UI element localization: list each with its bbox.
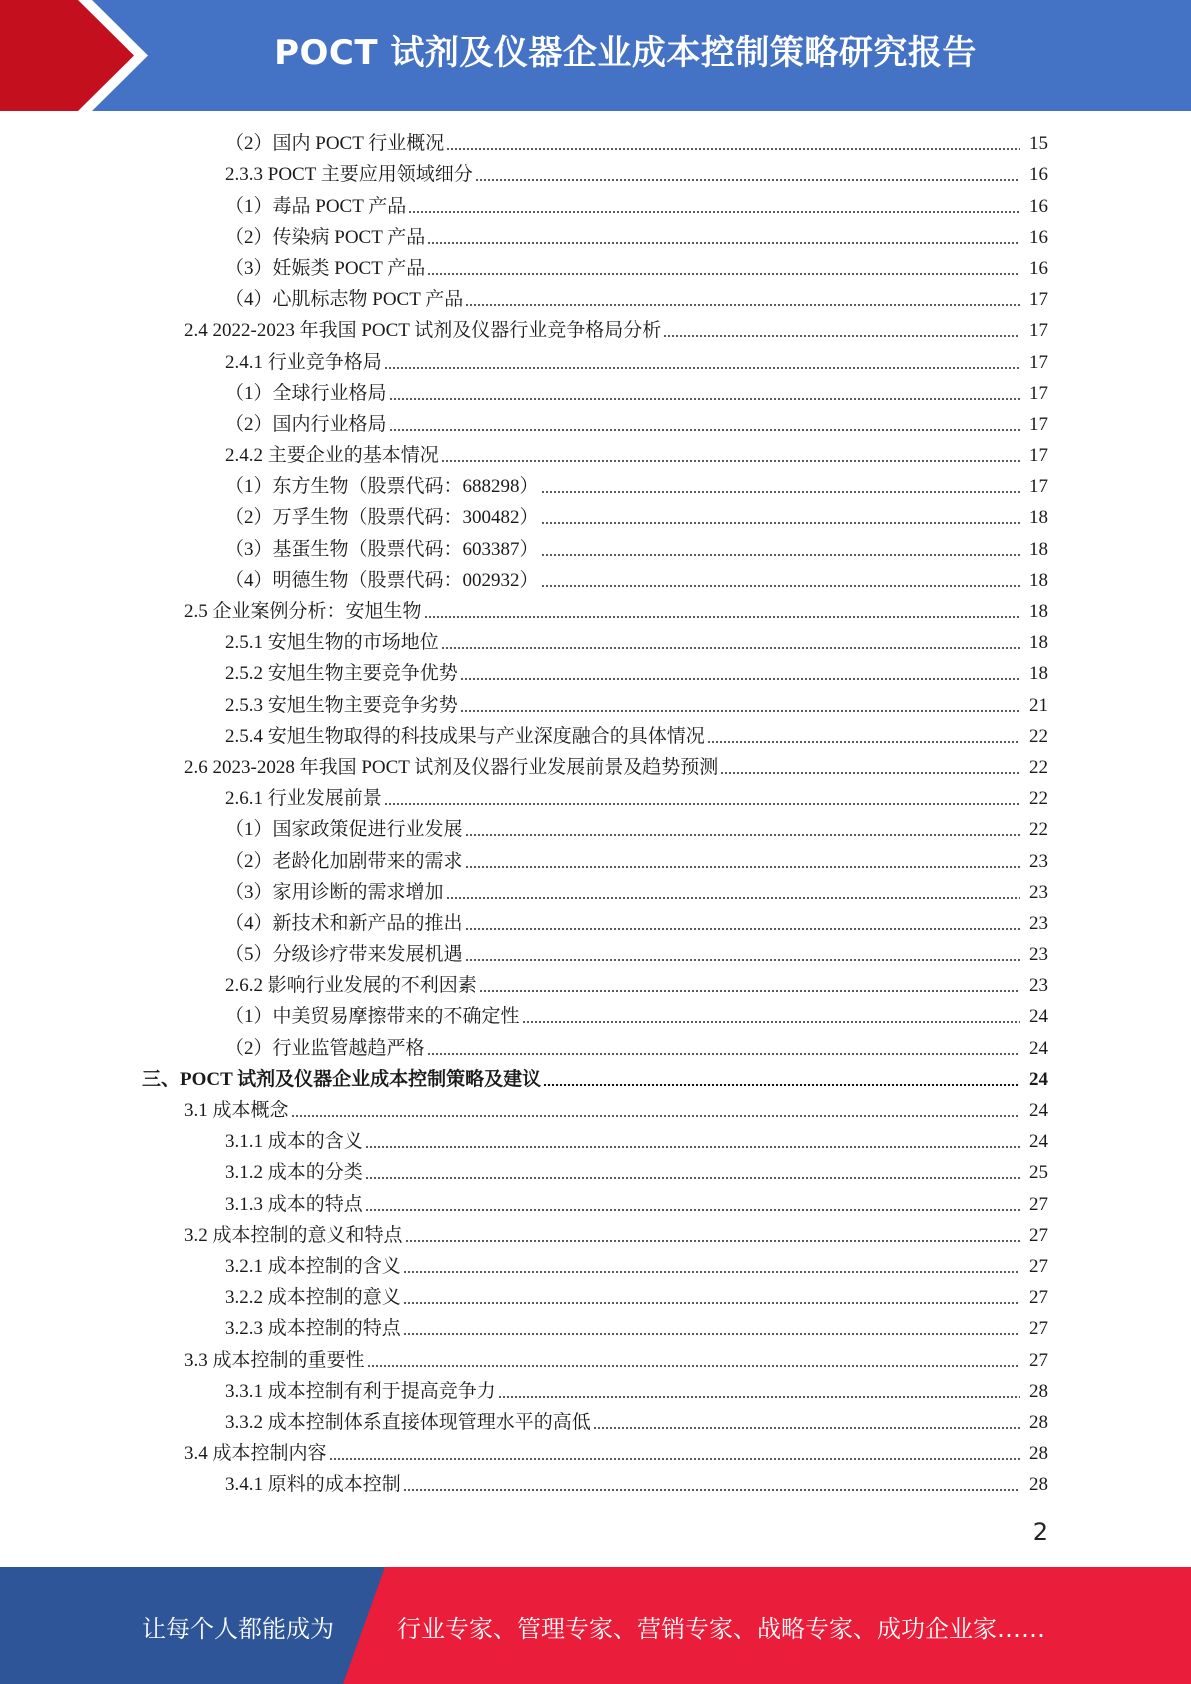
toc-entry-title: 2.4.1 行业竞争格局 bbox=[225, 351, 382, 373]
toc-entry-title: 2.6 2023-2028 年我国 POCT 试剂及仪器行业发展前景及趋势预测 bbox=[184, 756, 719, 778]
toc-entry[interactable] bbox=[0, 1031, 1191, 1062]
toc-entry-title: 2.5.3 安旭生物主要竞争劣势 bbox=[225, 694, 458, 716]
toc-entry-title: 3.2 成本控制的意义和特点 bbox=[184, 1224, 403, 1246]
toc-entry-page: 23 bbox=[1029, 850, 1048, 872]
toc-dot-leader bbox=[541, 554, 1020, 556]
toc-entry-page: 25 bbox=[1029, 1162, 1048, 1184]
toc-entry[interactable] bbox=[0, 1156, 1191, 1187]
toc-entry-title: （5）分级诊疗带来发展机遇 bbox=[225, 944, 463, 966]
toc-entry[interactable] bbox=[0, 1063, 1191, 1094]
toc-entry[interactable] bbox=[0, 782, 1191, 813]
toc-entry-page: 28 bbox=[1029, 1411, 1048, 1433]
toc-dot-leader bbox=[465, 928, 1020, 930]
toc-dot-leader bbox=[446, 148, 1020, 150]
toc-entry-page: 16 bbox=[1029, 195, 1048, 217]
toc-dot-leader bbox=[365, 1177, 1020, 1179]
toc-entry[interactable] bbox=[0, 377, 1191, 408]
toc-entry-page: 21 bbox=[1029, 694, 1048, 716]
toc-dot-leader bbox=[522, 1021, 1020, 1023]
toc-dot-leader bbox=[367, 1365, 1020, 1367]
table-of-contents bbox=[0, 127, 1191, 1499]
toc-entry-page: 27 bbox=[1029, 1349, 1048, 1371]
toc-dot-leader bbox=[403, 1271, 1020, 1273]
toc-entry-title: 3.4 成本控制内容 bbox=[184, 1443, 327, 1465]
toc-dot-leader bbox=[384, 803, 1020, 805]
toc-entry-title: 3.3 成本控制的重要性 bbox=[184, 1349, 365, 1371]
toc-entry[interactable] bbox=[0, 1406, 1191, 1437]
toc-entry[interactable] bbox=[0, 907, 1191, 938]
toc-dot-leader bbox=[465, 834, 1020, 836]
toc-dot-leader bbox=[365, 1209, 1020, 1211]
toc-entry-page: 17 bbox=[1029, 445, 1048, 467]
toc-entry-page: 17 bbox=[1029, 476, 1048, 498]
toc-dot-leader bbox=[291, 1115, 1020, 1117]
toc-entry-title: 2.5.2 安旭生物主要竞争优势 bbox=[225, 663, 458, 685]
toc-entry-title: （1）毒品 POCT 产品 bbox=[225, 195, 407, 217]
toc-entry-page: 27 bbox=[1029, 1224, 1048, 1246]
toc-entry-page: 18 bbox=[1029, 601, 1048, 622]
toc-dot-leader bbox=[408, 211, 1020, 213]
toc-entry-page: 18 bbox=[1029, 569, 1048, 591]
toc-entry-page: 28 bbox=[1029, 1443, 1048, 1465]
toc-entry-title: （3）家用诊断的需求增加 bbox=[225, 881, 444, 903]
toc-entry[interactable] bbox=[0, 1250, 1191, 1281]
toc-entry[interactable] bbox=[0, 1219, 1191, 1250]
toc-entry[interactable] bbox=[0, 657, 1191, 688]
toc-dot-leader bbox=[475, 179, 1020, 181]
toc-dot-leader bbox=[460, 710, 1020, 712]
toc-entry-title: 2.3.3 POCT 主要应用领域细分 bbox=[225, 164, 473, 186]
toc-entry-title: 2.5 企业案例分析：安旭生物 bbox=[184, 601, 422, 622]
toc-dot-leader bbox=[427, 1053, 1020, 1055]
toc-entry-title: 3.1 成本概念 bbox=[184, 1100, 289, 1121]
toc-entry-page: 22 bbox=[1029, 756, 1048, 778]
toc-dot-leader bbox=[663, 335, 1020, 337]
toc-entry-title: （1）中美贸易摩擦带来的不确定性 bbox=[225, 1006, 520, 1028]
toc-entry-page: 23 bbox=[1029, 975, 1048, 997]
toc-dot-leader bbox=[498, 1396, 1020, 1398]
toc-entry-page: 24 bbox=[1029, 1068, 1048, 1090]
toc-entry[interactable] bbox=[0, 1468, 1191, 1499]
toc-dot-leader bbox=[389, 398, 1020, 400]
toc-dot-leader bbox=[541, 491, 1020, 493]
toc-entry-page: 22 bbox=[1029, 725, 1048, 747]
toc-entry-title: （3）基蛋生物（股票代码：603387） bbox=[225, 538, 539, 560]
toc-entry[interactable] bbox=[0, 1000, 1191, 1031]
toc-entry[interactable] bbox=[0, 1187, 1191, 1218]
toc-entry-page: 23 bbox=[1029, 881, 1048, 903]
toc-entry[interactable] bbox=[0, 876, 1191, 907]
toc-entry-title: （1）全球行业格局 bbox=[225, 382, 387, 404]
toc-entry-page: 27 bbox=[1029, 1193, 1048, 1215]
toc-dot-leader bbox=[465, 959, 1020, 961]
toc-dot-leader bbox=[365, 1146, 1020, 1148]
toc-entry[interactable] bbox=[0, 1375, 1191, 1406]
toc-dot-leader bbox=[403, 1302, 1020, 1304]
toc-entry-title: （4）心肌标志物 POCT 产品 bbox=[225, 289, 464, 311]
toc-dot-leader bbox=[465, 866, 1020, 868]
toc-entry[interactable] bbox=[0, 158, 1191, 189]
report-title: POCT 试剂及仪器企业成本控制策略研究报告 bbox=[274, 33, 977, 73]
toc-entry-title: 2.4 2022-2023 年我国 POCT 试剂及仪器行业竞争格局分析 bbox=[184, 320, 662, 342]
toc-entry-title: 2.6.2 影响行业发展的不利因素 bbox=[225, 975, 477, 997]
toc-dot-leader bbox=[384, 367, 1020, 369]
toc-entry[interactable] bbox=[0, 938, 1191, 969]
toc-entry-title: 3.2.3 成本控制的特点 bbox=[225, 1318, 401, 1340]
toc-entry-page: 16 bbox=[1029, 226, 1048, 248]
toc-entry[interactable] bbox=[0, 314, 1191, 345]
toc-entry-page: 27 bbox=[1029, 1318, 1048, 1340]
toc-dot-leader bbox=[446, 897, 1020, 899]
toc-dot-leader bbox=[403, 1333, 1020, 1335]
toc-entry-page: 22 bbox=[1029, 819, 1048, 841]
toc-entry[interactable] bbox=[0, 408, 1191, 439]
toc-entry[interactable] bbox=[0, 751, 1191, 782]
toc-entry-title: （2）老龄化加剧带来的需求 bbox=[225, 850, 463, 872]
toc-entry[interactable] bbox=[0, 252, 1191, 283]
toc-dot-leader bbox=[479, 990, 1020, 992]
toc-entry-page: 18 bbox=[1029, 663, 1048, 685]
toc-entry-title: （4）新技术和新产品的推出 bbox=[225, 912, 463, 934]
toc-entry-title: 3.2.2 成本控制的意义 bbox=[225, 1287, 401, 1309]
toc-entry-title: （1）东方生物（股票代码：688298） bbox=[225, 476, 539, 498]
toc-entry-page: 28 bbox=[1029, 1380, 1048, 1402]
toc-dot-leader bbox=[441, 460, 1020, 462]
toc-entry-title: 3.1.2 成本的分类 bbox=[225, 1162, 363, 1184]
footer-slogan-right: 行业专家、管理专家、营销专家、战略专家、成功企业家…… bbox=[397, 1615, 1045, 1643]
toc-entry[interactable] bbox=[0, 969, 1191, 1000]
toc-entry-page: 23 bbox=[1029, 944, 1048, 966]
toc-dot-leader bbox=[329, 1458, 1020, 1460]
toc-dot-leader bbox=[543, 1084, 1020, 1086]
toc-entry[interactable] bbox=[0, 221, 1191, 252]
toc-dot-leader bbox=[403, 1489, 1020, 1491]
toc-dot-leader bbox=[541, 522, 1020, 524]
toc-entry-page: 17 bbox=[1029, 413, 1048, 435]
toc-entry-page: 17 bbox=[1029, 289, 1048, 311]
toc-entry-title: 2.4.2 主要企业的基本情况 bbox=[225, 445, 439, 467]
toc-entry[interactable] bbox=[0, 501, 1191, 532]
toc-dot-leader bbox=[441, 647, 1020, 649]
page-footer bbox=[0, 1567, 1191, 1684]
toc-entry-page: 17 bbox=[1029, 351, 1048, 373]
toc-entry[interactable] bbox=[0, 439, 1191, 470]
toc-entry[interactable] bbox=[0, 127, 1191, 158]
toc-entry-title: （1）国家政策促进行业发展 bbox=[225, 819, 463, 841]
toc-dot-leader bbox=[465, 304, 1020, 306]
toc-dot-leader bbox=[460, 678, 1020, 680]
footer-slogan-left: 让每个人都能成为 bbox=[142, 1615, 334, 1643]
toc-entry-page: 17 bbox=[1029, 382, 1048, 404]
toc-entry[interactable] bbox=[0, 720, 1191, 751]
toc-entry-page: 18 bbox=[1029, 632, 1048, 654]
toc-dot-leader bbox=[427, 273, 1020, 275]
toc-entry[interactable] bbox=[0, 189, 1191, 220]
toc-entry-title: （2）行业监管越趋严格 bbox=[225, 1037, 425, 1059]
toc-entry-title: （2）国内行业格局 bbox=[225, 413, 387, 435]
toc-entry-page: 16 bbox=[1029, 257, 1048, 279]
toc-dot-leader bbox=[424, 616, 1020, 618]
toc-entry[interactable] bbox=[0, 1281, 1191, 1312]
toc-entry-title: （3）妊娠类 POCT 产品 bbox=[225, 257, 426, 279]
toc-entry-title: 3.4.1 原料的成本控制 bbox=[225, 1474, 401, 1496]
toc-entry-page: 24 bbox=[1029, 1037, 1048, 1059]
toc-entry-page: 24 bbox=[1029, 1100, 1048, 1121]
toc-entry-page: 18 bbox=[1029, 507, 1048, 529]
toc-entry-page: 27 bbox=[1029, 1287, 1048, 1309]
toc-entry-title: 三、POCT 试剂及仪器企业成本控制策略及建议 bbox=[142, 1068, 542, 1090]
toc-entry-title: 2.5.4 安旭生物取得的科技成果与产业深度融合的具体情况 bbox=[225, 725, 705, 747]
toc-entry-page: 16 bbox=[1029, 164, 1048, 186]
toc-dot-leader bbox=[541, 585, 1020, 587]
toc-entry[interactable] bbox=[0, 626, 1191, 657]
toc-entry-title: 3.3.1 成本控制有利于提高竞争力 bbox=[225, 1380, 496, 1402]
toc-dot-leader bbox=[593, 1427, 1020, 1429]
toc-entry-page: 24 bbox=[1029, 1006, 1048, 1028]
page-header bbox=[0, 0, 1191, 111]
page-number: 2 bbox=[1032, 1518, 1048, 1546]
toc-entry[interactable] bbox=[0, 1437, 1191, 1468]
toc-entry[interactable] bbox=[0, 688, 1191, 719]
toc-entry[interactable] bbox=[0, 470, 1191, 501]
toc-dot-leader bbox=[720, 772, 1020, 774]
toc-entry-title: 3.2.1 成本控制的含义 bbox=[225, 1255, 401, 1277]
toc-entry-title: 3.3.2 成本控制体系直接体现管理水平的高低 bbox=[225, 1411, 591, 1433]
toc-entry[interactable] bbox=[0, 1125, 1191, 1156]
toc-entry-title: 3.1.3 成本的特点 bbox=[225, 1193, 363, 1215]
toc-entry-page: 23 bbox=[1029, 912, 1048, 934]
toc-entry-page: 18 bbox=[1029, 538, 1048, 560]
toc-entry-title: （4）明德生物（股票代码：002932） bbox=[225, 569, 539, 591]
toc-entry-title: （2）万孚生物（股票代码：300482） bbox=[225, 507, 539, 529]
toc-entry[interactable] bbox=[0, 283, 1191, 314]
toc-entry-page: 24 bbox=[1029, 1131, 1048, 1153]
toc-entry-title: 2.5.1 安旭生物的市场地位 bbox=[225, 632, 439, 654]
toc-dot-leader bbox=[427, 242, 1020, 244]
toc-dot-leader bbox=[707, 741, 1020, 743]
toc-entry[interactable] bbox=[0, 532, 1191, 563]
toc-entry-page: 22 bbox=[1029, 788, 1048, 810]
toc-entry-page: 27 bbox=[1029, 1255, 1048, 1277]
toc-entry-page: 17 bbox=[1029, 320, 1048, 342]
toc-entry-title: 3.1.1 成本的含义 bbox=[225, 1131, 363, 1153]
toc-entry-title: 2.6.1 行业发展前景 bbox=[225, 788, 382, 810]
toc-entry-title: （2）传染病 POCT 产品 bbox=[225, 226, 426, 248]
toc-entry-page: 15 bbox=[1029, 133, 1048, 155]
toc-entry[interactable] bbox=[0, 813, 1191, 844]
toc-dot-leader bbox=[405, 1240, 1020, 1242]
toc-entry[interactable] bbox=[0, 844, 1191, 875]
toc-entry[interactable] bbox=[0, 595, 1191, 626]
toc-dot-leader bbox=[389, 429, 1020, 431]
toc-entry[interactable] bbox=[0, 1312, 1191, 1343]
toc-entry[interactable] bbox=[0, 1094, 1191, 1125]
toc-entry[interactable] bbox=[0, 1343, 1191, 1374]
toc-entry[interactable] bbox=[0, 345, 1191, 376]
toc-entry-page: 28 bbox=[1029, 1474, 1048, 1496]
toc-entry-title: （2）国内 POCT 行业概况 bbox=[225, 133, 445, 155]
toc-entry[interactable] bbox=[0, 564, 1191, 595]
